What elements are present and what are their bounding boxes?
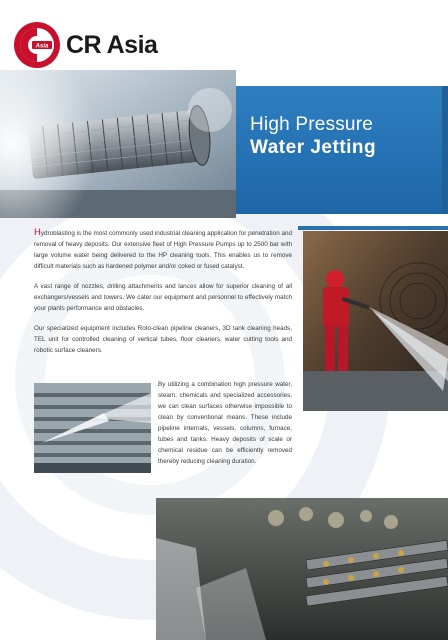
logo-badge-text: Asia <box>35 43 49 50</box>
hero-photo <box>0 70 236 218</box>
dropcap: H <box>34 227 41 238</box>
edge-bar-top <box>442 86 448 214</box>
cr-asia-logo-icon <box>12 20 62 70</box>
tubes-photo <box>34 383 151 473</box>
paragraph-4: By utilizing a combination high pressure water, steam, chemicals and specialized accessories, we can clean surfaces otherwise impossible to clean by conventional means. These include pipeline internals, vessels, columns, furnace, tubes and tanks. Heavy deposits of scale or chemical residue can be efficiently removed thereby reducing cleaning duration. <box>158 381 292 465</box>
hero-title <box>250 114 376 159</box>
machine-photo <box>156 498 448 640</box>
paragraph-1-text: ydroblasting is the most commonly used industrial cleaning application for penetration and removal of heavy deposits. Our extensive fleet of High Pressure Pumps up to 2500 bar with large volume water being delivered to the HP cleaning tools. This enables us to remove difficult materials such as hardened polymer and/or coked or fused catalyst. <box>34 230 292 270</box>
paragraph-3: Our specialized equipment includes Roto-clean pipeline cleaners, 3D tank cleaning heads, TEL unit for controlled cleaning of vertical tubes, floor cleaners, water cutting tools and robotic surface cleaners. <box>34 325 292 354</box>
body-copy <box>34 227 292 365</box>
company-name: CR Asia <box>66 30 158 59</box>
hero-title-line2: Water Jetting <box>250 137 377 158</box>
hp-equipment-image <box>156 498 448 640</box>
worker-photo <box>303 231 448 411</box>
tube-cleaning-image <box>34 383 151 473</box>
hero-title-line1: High Pressure <box>250 114 373 135</box>
edge-bar-accent <box>298 226 448 230</box>
company-logo <box>12 22 157 68</box>
paragraph-1 <box>34 227 292 272</box>
worker-jetting-image <box>303 231 448 411</box>
paragraph-2: A vast range of nozzles, drilling attachments and lances allow for superior cleaning of all exchangers/vessels and towers. We cater our equipment and personnel to effectively match your plants performance and obstacles. <box>34 283 292 312</box>
heat-exchanger-image <box>0 70 236 218</box>
